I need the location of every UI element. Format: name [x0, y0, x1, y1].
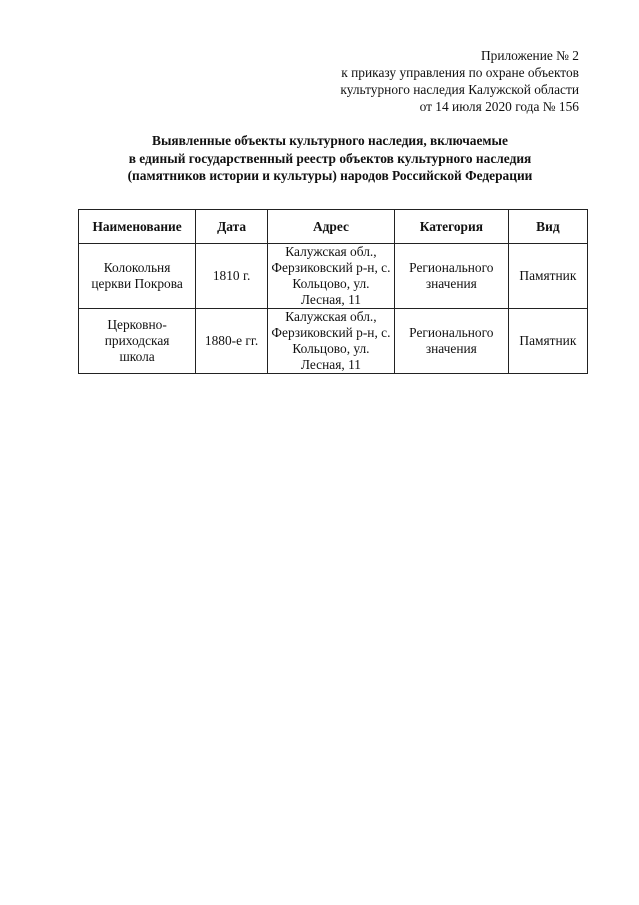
annex-order-date: от 14 июля 2020 года № 156 — [419, 99, 579, 114]
cell-date: 1810 г. — [196, 244, 268, 309]
title-line-1: Выявленные объекты культурного наследия, включаемые — [152, 133, 508, 148]
cell-name — [79, 244, 196, 309]
cell-category — [394, 244, 508, 309]
cell-kind: Памятник — [508, 309, 587, 374]
document-title — [70, 132, 590, 185]
annex-block — [249, 47, 579, 115]
table-row — [79, 309, 588, 374]
table-header-row — [79, 210, 588, 244]
cell-text: Кольцово, ул. — [292, 276, 370, 291]
cell-text: Калужская обл., — [285, 309, 377, 324]
annex-number: Приложение № 2 — [480, 48, 579, 63]
annex-order-ref: к приказу управления по охране объектов — [341, 65, 579, 80]
cell-address — [267, 244, 394, 309]
header-name: Наименование — [79, 210, 196, 244]
cell-date: 1880-е гг. — [196, 309, 268, 374]
cell-kind: Памятник — [508, 244, 587, 309]
title-line-2: в единый государственный реестр объектов культурного наследия — [128, 150, 532, 166]
header-address: Адрес — [267, 210, 394, 244]
cell-text: Церковно- — [107, 317, 167, 332]
cell-text: Колокольня — [103, 260, 171, 275]
cell-text: Ферзиковский р-н, с. — [271, 260, 391, 275]
cell-text: церкви Покрова — [91, 276, 183, 291]
header-category: Категория — [394, 210, 508, 244]
cell-text: школа — [119, 349, 155, 364]
cell-text: Ферзиковский р-н, с. — [271, 325, 391, 340]
cell-text: Лесная, 11 — [300, 357, 361, 372]
cell-address — [267, 309, 394, 374]
cell-text: значения — [425, 276, 477, 291]
title-line-3: (памятников истории и культуры) народов Российской Федерации — [127, 168, 533, 183]
header-kind: Вид — [508, 210, 587, 244]
cell-name — [79, 309, 196, 374]
table-row — [79, 244, 588, 309]
cell-text: Калужская обл., — [285, 244, 377, 259]
annex-authority: культурного наследия Калужской области — [340, 82, 579, 97]
cell-text: Регионального — [409, 325, 494, 340]
heritage-objects-table — [78, 209, 588, 374]
cell-text: приходская — [104, 333, 170, 348]
header-date: Дата — [196, 210, 268, 244]
cell-text: Регионального — [409, 260, 494, 275]
cell-text: Кольцово, ул. — [292, 341, 370, 356]
cell-text: значения — [425, 341, 477, 356]
cell-text: Лесная, 11 — [300, 292, 361, 307]
cell-category — [394, 309, 508, 374]
